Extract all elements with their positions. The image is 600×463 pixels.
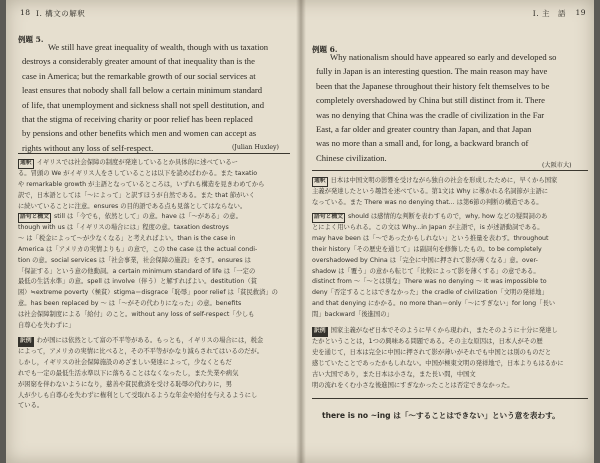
jp-line: イギリスでは社会保障の制度が発達しているとか具体的に述べているー — [36, 159, 238, 166]
jp-line: る。冒頭の We がイギリス人をさしていることは以下を読めばわかる。また taxatio — [18, 169, 258, 177]
jp-line: によって，アメリカの実情に比べると，その不平等がかなり減らされてはいるのだが。 — [18, 347, 264, 355]
page-number: 19 — [575, 8, 586, 17]
translation-label: 通釈 — [312, 177, 328, 187]
english-line: fully in Japan is an interesting question. The main reason may have — [316, 66, 548, 77]
jp-line: overshadowed by China は「完全に中国に押されて影が薄くなる」意。over- — [312, 256, 538, 264]
english-passage — [22, 40, 288, 155]
jp-line: 最低の生活水準」の意。spell は involve（伴う）と解すればよい。destitution（貧 — [18, 278, 257, 286]
english-line: East, a far older and greater country than Japan, and that Japan — [316, 124, 532, 135]
notes-label: 語句と構文 — [312, 213, 345, 223]
jp-line: 国家主義がなぜ日本でそのように早くから現われ，またそのように十分に発達し — [330, 327, 558, 334]
jp-line: though with us は「イギリスの場合には」程度の意。taxation destroys — [18, 223, 229, 231]
jp-line: とによく用いられる。この文は Why...in Japan が主語で，is が述語動詞である。 — [312, 223, 544, 231]
jp-line: や remarkable growth が主語となっているところは，いずれも構造を見きわめてから — [18, 180, 265, 188]
jp-line: America は「アメリカの実情よりも」の意で，この the case は the actual condi- — [18, 245, 258, 253]
source-citation: (大阪市大) — [542, 162, 572, 169]
english-line: of life, that unemployment and sickness shall not spell destitution, and — [22, 99, 265, 110]
english-line: rights without any loss of self-respect. — [22, 142, 154, 153]
english-line: was no denying that China was the cradle of civilization in the Far — [316, 109, 545, 120]
jp-line: は社会保障制度による「給付」のこと。without any loss of self-respect「少しも — [18, 311, 255, 319]
english-line: We still have great inequality of wealth, though with us taxation — [48, 42, 269, 52]
jp-line: their history「その歴史を通じて」は副詞句を修飾したもの。to be completely — [312, 245, 542, 253]
divider — [312, 398, 588, 399]
english-line: least ensures that nobody shall fall below a certain minimum standard — [22, 85, 263, 96]
english-line: case in America; but the remarkable growth of our social services at — [22, 70, 256, 81]
divider — [312, 170, 588, 171]
notes-section — [18, 212, 290, 332]
translation-section — [312, 176, 588, 209]
paraphrase-label: 訳例 — [18, 337, 34, 347]
book-spread — [6, 0, 594, 463]
jp-line: and that denying にかかる。no more than＝only「〜にすぎない」for long「長い — [312, 300, 556, 308]
jp-line: 感じていたことであったかもしれない。中国が極東文明の発祥地で，日本よりもはるかに — [312, 359, 564, 367]
running-title: I. 構文の解釈 — [36, 9, 86, 18]
english-line: been that the Japanese throughout their history felt themselves to be — [316, 80, 550, 91]
right-page — [312, 0, 588, 463]
book-gutter — [296, 0, 306, 463]
paraphrase-section — [312, 326, 588, 391]
jp-line: 間」backward「後進国の」 — [312, 311, 393, 319]
jp-line: distinct from 〜「〜とは別な」There was no denying 〜 It was impossible to — [312, 278, 547, 286]
translation-label: 通釈 — [18, 159, 34, 169]
jp-line: still は「今でも，依然として」の意。have は「〜がある」の意。 — [54, 213, 242, 220]
english-line: completely overshadowed by China but still distinct from it. There — [316, 95, 545, 106]
jp-line: 明の流れをくむ小さな後進国にすぎなかったことは否定できなかった。 — [312, 381, 514, 389]
jp-line: may have been は「〜であったかもしれない」という推量を表わす。throughout — [312, 234, 549, 242]
paraphrase-section — [18, 336, 290, 412]
jp-line: should は感情的な判断を表わすもので，why, how などの疑問詞のあ — [348, 213, 548, 220]
english-line: that the stigma of receiving charity or poor relief has been replaced — [22, 114, 253, 125]
english-line: destroys a considerably greater amount of that inequality than is the — [22, 56, 255, 67]
key-point-meaning: は「〜することはできない」という意を表わす。 — [393, 411, 560, 420]
example-label: 例題 5. — [18, 35, 44, 44]
jp-line: 史を通じて，日本は完全に中国に押されて影が薄いがそれでも中国とは別のものだと — [312, 348, 552, 356]
jp-line: 「保証する」という意の他動詞。a certain minimum standard of life は「一定の — [18, 267, 256, 275]
translation-section — [18, 158, 290, 213]
jp-line: に続いていることに注意。ensures の目的語である点も見落としてはならない。 — [18, 202, 247, 210]
notes-section — [312, 212, 588, 321]
jp-line: 自尊心を失わずに」 — [18, 322, 75, 330]
jp-line: 人が少しも自尊心を失わずに権利として受取れるような年金や給付を与えるようにし — [18, 391, 258, 399]
running-title: I. 主 語 — [532, 9, 566, 18]
jp-line: 困）≒extreme poverty（極貧）stigma＝disgrace「恥辱」poor relief は「貧民救済」の — [18, 289, 278, 297]
source-citation: (Julian Huxley) — [232, 144, 279, 151]
jp-line: deny「否定することはできなかった」the cradle of civilization「文明の発祥地」 — [312, 289, 548, 297]
jp-line: tion の意。social services は「社会事業，社会保障の施設」をさす。ensures は — [18, 256, 251, 264]
notes-label: 語句と構文 — [18, 213, 51, 223]
paraphrase-label: 訳例 — [312, 327, 328, 337]
page-number: 18 — [20, 8, 31, 17]
english-line: was no more than a small and, for long, a backward branch of — [316, 138, 529, 149]
jp-line: 〜 は「税金によって〜が少なくなる」と考えればよい。than is the case in — [18, 234, 236, 242]
jp-line: なっている。また There was no denying that... は第6節の判断の構造である。 — [312, 198, 543, 206]
jp-line: 主義が発達したという趣旨を述べている。第1文は Why に導かれる名詞節が主語に — [312, 187, 549, 195]
english-passage — [316, 50, 586, 165]
key-point-note — [322, 410, 588, 422]
key-point-keyword: there is no ~ing — [322, 411, 391, 420]
jp-line: 古い大国であり，また日本は小さな，また長い間，中国文 — [312, 370, 476, 378]
jp-line: が困窮を伴わないようになり，慈善や貧民救済を受ける恥辱の代わりに，男 — [18, 380, 233, 388]
jp-line: たかということは，1つの興味ある問題である。その主な原因は，日本人がその歴 — [312, 337, 543, 345]
jp-line: 日本は中国文明の影響を受けながら独自の社会を形成したために，早くから国家 — [330, 177, 558, 184]
jp-line: しかし，イギリスの社会保障施設のめざましい発達によって，少なくともだ — [18, 358, 232, 366]
english-line: by pensions and other benefits which men and women can accept as — [22, 128, 257, 139]
jp-line: 意。has been replaced by 〜 は「〜がその代わりになった」の意。benefits — [18, 300, 242, 308]
english-line: Why nationalism should have appeared so early and developed so — [330, 52, 557, 62]
jp-line: れでも一定の最低生活水準以下に落ちることはなくなったし，また失業や病気 — [18, 369, 239, 377]
jp-line: shadow は「覆う」の意から転じて「比較によって影を薄くする」の意である。 — [312, 267, 540, 275]
divider — [18, 153, 290, 154]
left-page — [18, 0, 290, 463]
jp-line: わが国には依然として富の不平等がある。もっとも，イギリスの場合には，税金 — [36, 337, 264, 344]
example-label: 例題 6. — [312, 45, 338, 54]
jp-line: 訳で，日本語としては「〜によって」と訳すほうが自然である。また that 節がいく — [18, 191, 256, 199]
english-line: Chinese civilization. — [316, 152, 387, 163]
jp-line: ている。 — [18, 402, 44, 410]
